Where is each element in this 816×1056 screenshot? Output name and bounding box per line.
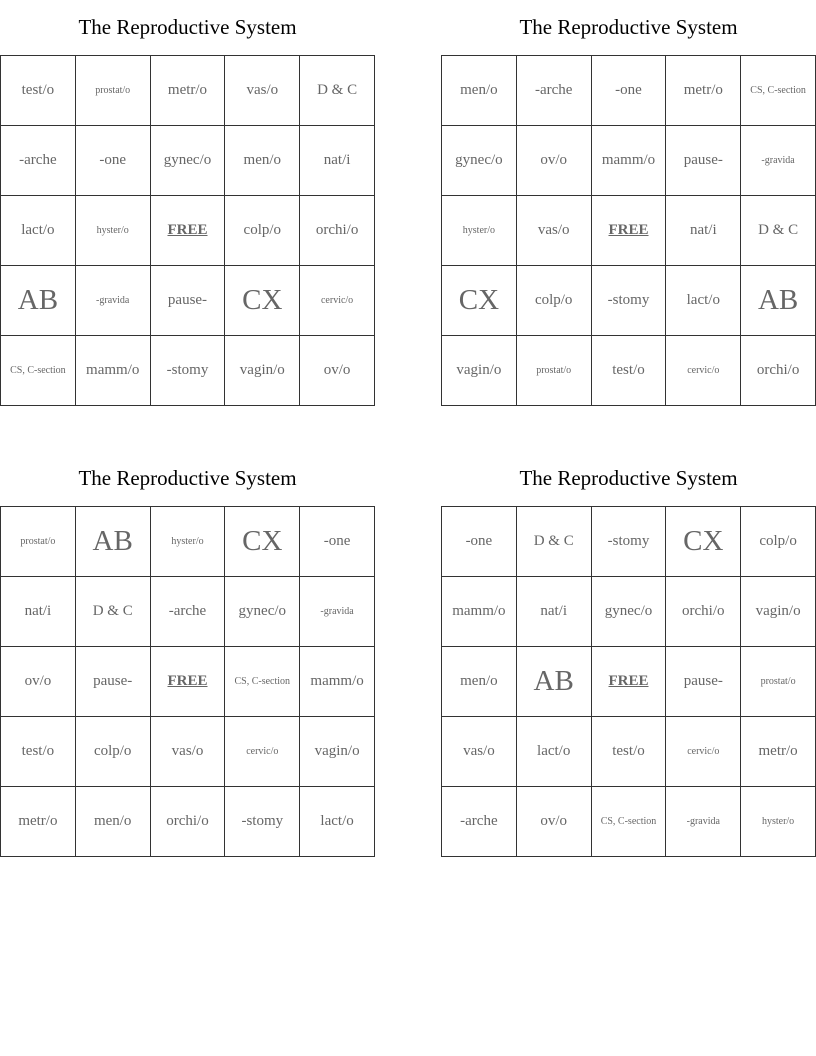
bingo-card-3 [0,451,375,857]
bingo-cell: pause- [151,266,226,336]
bingo-cell: pause- [666,647,741,717]
bingo-cell: ov/o [517,126,592,196]
bingo-cell: test/o [1,56,76,126]
bingo-cell: test/o [592,336,667,406]
bingo-cell: ov/o [300,336,375,406]
bingo-cell: -one [300,507,375,577]
bingo-cell: orchi/o [300,196,375,266]
bingo-cell: pause- [666,126,741,196]
bingo-cell: AB [741,266,816,336]
bingo-cell: vas/o [151,717,226,787]
bingo-cell: gynec/o [442,126,517,196]
bingo-cell: gynec/o [151,126,226,196]
bingo-cell: orchi/o [151,787,226,857]
bingo-cell: gynec/o [592,577,667,647]
bingo-cell: -stomy [592,507,667,577]
bingo-cell: vagin/o [442,336,517,406]
bingo-cell: ov/o [1,647,76,717]
bingo-cell: D & C [300,56,375,126]
bingo-grid [0,55,375,406]
bingo-cell: mamm/o [76,336,151,406]
bingo-cell: AB [517,647,592,717]
bingo-cell: cervic/o [225,717,300,787]
bingo-cell: men/o [225,126,300,196]
bingo-cell: CS, C-section [225,647,300,717]
bingo-cell: -gravida [76,266,151,336]
bingo-cell: nat/i [300,126,375,196]
bingo-cell: cervic/o [666,717,741,787]
bingo-cell: pause- [76,647,151,717]
bingo-cell: hyster/o [741,787,816,857]
bingo-cell: CS, C-section [592,787,667,857]
bingo-cell: -one [76,126,151,196]
free-space-cell: FREE [151,647,226,717]
bingo-cell: CS, C-section [1,336,76,406]
card-title: The Reproductive System [78,15,297,39]
bingo-cell: orchi/o [741,336,816,406]
bingo-cell: -one [592,56,667,126]
bingo-card-2 [441,0,816,406]
bingo-cell: orchi/o [666,577,741,647]
bingo-cell: lact/o [666,266,741,336]
bingo-cell: vagin/o [225,336,300,406]
bingo-cell: cervic/o [666,336,741,406]
card-title: The Reproductive System [78,466,297,490]
bingo-cell: vas/o [442,717,517,787]
bingo-cell: mamm/o [300,647,375,717]
bingo-cell: colp/o [225,196,300,266]
bingo-cell: CX [225,266,300,336]
bingo-cell: metr/o [1,787,76,857]
bingo-cell: metr/o [741,717,816,787]
bingo-cell: prostat/o [741,647,816,717]
bingo-cell: vagin/o [741,577,816,647]
bingo-cell: nat/i [666,196,741,266]
bingo-cell: lact/o [300,787,375,857]
bingo-cell: -stomy [151,336,226,406]
bingo-grid [0,506,375,857]
bingo-cell: -gravida [300,577,375,647]
bingo-cell: D & C [517,507,592,577]
bingo-cell: hyster/o [151,507,226,577]
bingo-cell: prostat/o [517,336,592,406]
bingo-cell: prostat/o [76,56,151,126]
bingo-cell: test/o [1,717,76,787]
bingo-cell: -arche [517,56,592,126]
bingo-cell: lact/o [517,717,592,787]
bingo-cell: -arche [442,787,517,857]
card-title: The Reproductive System [519,466,738,490]
bingo-cell: -one [442,507,517,577]
bingo-cell: men/o [76,787,151,857]
bingo-cell: men/o [442,647,517,717]
bingo-cell: D & C [76,577,151,647]
bingo-cell: -gravida [666,787,741,857]
bingo-cell: -arche [151,577,226,647]
bingo-cell: CX [666,507,741,577]
bingo-cell: cervic/o [300,266,375,336]
bingo-cell: -gravida [741,126,816,196]
bingo-cell: CS, C-section [741,56,816,126]
bingo-cell: hyster/o [76,196,151,266]
bingo-cell: nat/i [517,577,592,647]
bingo-cell: vagin/o [300,717,375,787]
bingo-cell: -arche [1,126,76,196]
bingo-cell: prostat/o [1,507,76,577]
bingo-cell: gynec/o [225,577,300,647]
bingo-cell: D & C [741,196,816,266]
bingo-grid [441,55,816,406]
bingo-card-4 [441,451,816,857]
bingo-cell: CX [442,266,517,336]
card-title: The Reproductive System [519,15,738,39]
bingo-cell: AB [1,266,76,336]
bingo-cell: colp/o [76,717,151,787]
bingo-cell: -stomy [592,266,667,336]
bingo-cell: vas/o [225,56,300,126]
bingo-card-1 [0,0,375,406]
bingo-grid [441,506,816,857]
free-space-cell: FREE [151,196,226,266]
bingo-cell: mamm/o [442,577,517,647]
bingo-cell: metr/o [666,56,741,126]
bingo-cell: vas/o [517,196,592,266]
bingo-cell: colp/o [517,266,592,336]
bingo-cell: AB [76,507,151,577]
bingo-cell: metr/o [151,56,226,126]
bingo-cell: mamm/o [592,126,667,196]
free-space-cell: FREE [592,196,667,266]
bingo-cell: nat/i [1,577,76,647]
bingo-cell: test/o [592,717,667,787]
bingo-cell: CX [225,507,300,577]
bingo-cell: hyster/o [442,196,517,266]
bingo-cell: lact/o [1,196,76,266]
free-space-cell: FREE [592,647,667,717]
bingo-cell: colp/o [741,507,816,577]
bingo-cell: -stomy [225,787,300,857]
bingo-cell: men/o [442,56,517,126]
bingo-cell: ov/o [517,787,592,857]
